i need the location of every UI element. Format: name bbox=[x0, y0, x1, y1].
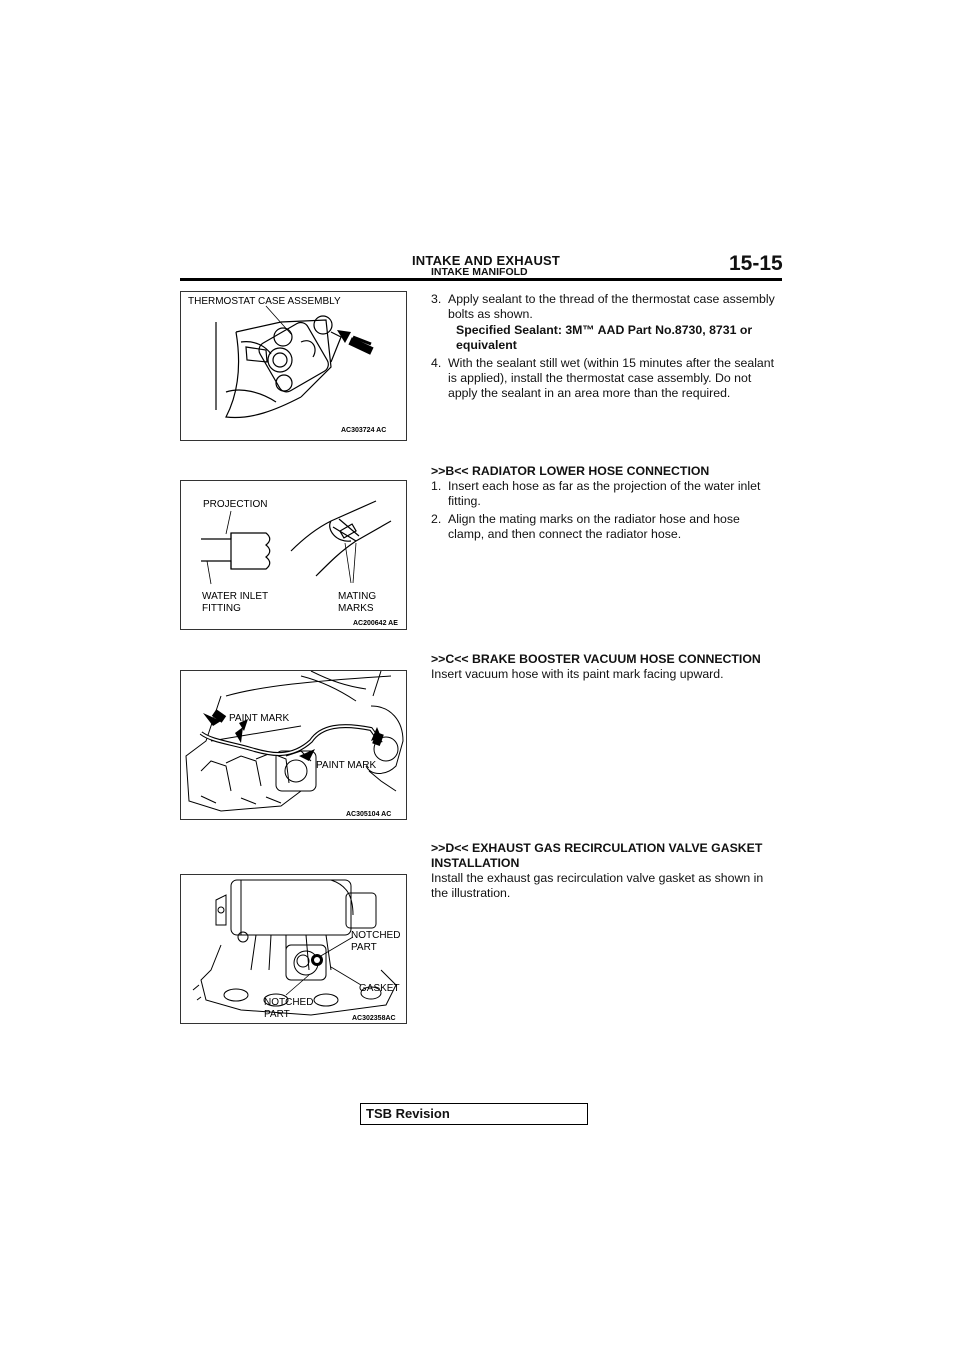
label-projection: PROJECTION bbox=[203, 499, 268, 510]
section-d-text: Install the exhaust gas recirculation valve gasket as shown in the illustration. bbox=[431, 871, 764, 900]
section-c-heading: >>C<< BRAKE BOOSTER VACUUM HOSE CONNECTION bbox=[431, 652, 761, 666]
figure-vacuum-hose bbox=[180, 670, 407, 820]
label-notched-part-top: NOTCHED PART bbox=[351, 930, 401, 953]
label-notched-part-bottom: NOTCHED PART bbox=[264, 997, 314, 1020]
figure-thermostat-case bbox=[180, 291, 407, 441]
specified-sealant: Specified Sealant: 3M™ AAD Part No.8730, 8731 or equivalent bbox=[456, 323, 753, 352]
label-gasket: GASKET bbox=[359, 983, 400, 994]
figure-radiator-hose bbox=[180, 480, 407, 630]
figure-code: AC302358AC bbox=[352, 1015, 396, 1022]
section-b-heading: >>B<< RADIATOR LOWER HOSE CONNECTION bbox=[431, 464, 710, 478]
label-water-inlet-fitting: WATER INLET FITTING bbox=[202, 591, 268, 614]
figure-code: AC200642 AE bbox=[353, 620, 398, 627]
section-d-heading: >>D<< EXHAUST GAS RECIRCULATION VALVE GASKET INSTALLATION bbox=[431, 841, 763, 870]
header-rule bbox=[180, 278, 782, 281]
tsb-revision-label: TSB Revision bbox=[366, 1106, 450, 1121]
label-paint-mark-right: PAINT MARK bbox=[316, 760, 377, 771]
header-subtitle: INTAKE MANIFOLD bbox=[431, 266, 528, 278]
section-c-text: Insert vacuum hose with its paint mark facing upward. bbox=[431, 667, 724, 681]
label-paint-mark-left: PAINT MARK bbox=[229, 713, 290, 724]
label-mating-marks: MATING MARKS bbox=[338, 591, 377, 614]
figure-code: AC305104 AC bbox=[346, 811, 392, 818]
header-title: INTAKE AND EXHAUST bbox=[412, 253, 561, 268]
figure-egr-gasket bbox=[180, 874, 407, 1024]
vacuum-hose-illustration bbox=[181, 671, 406, 819]
page-number: 15-15 bbox=[729, 252, 783, 275]
figure-code: AC303724 AC bbox=[341, 427, 387, 434]
tsb-revision-box bbox=[360, 1103, 588, 1125]
label-thermostat-case-assembly: THERMOSTAT CASE ASSEMBLY bbox=[188, 296, 341, 307]
thermostat-case-illustration bbox=[181, 292, 406, 440]
